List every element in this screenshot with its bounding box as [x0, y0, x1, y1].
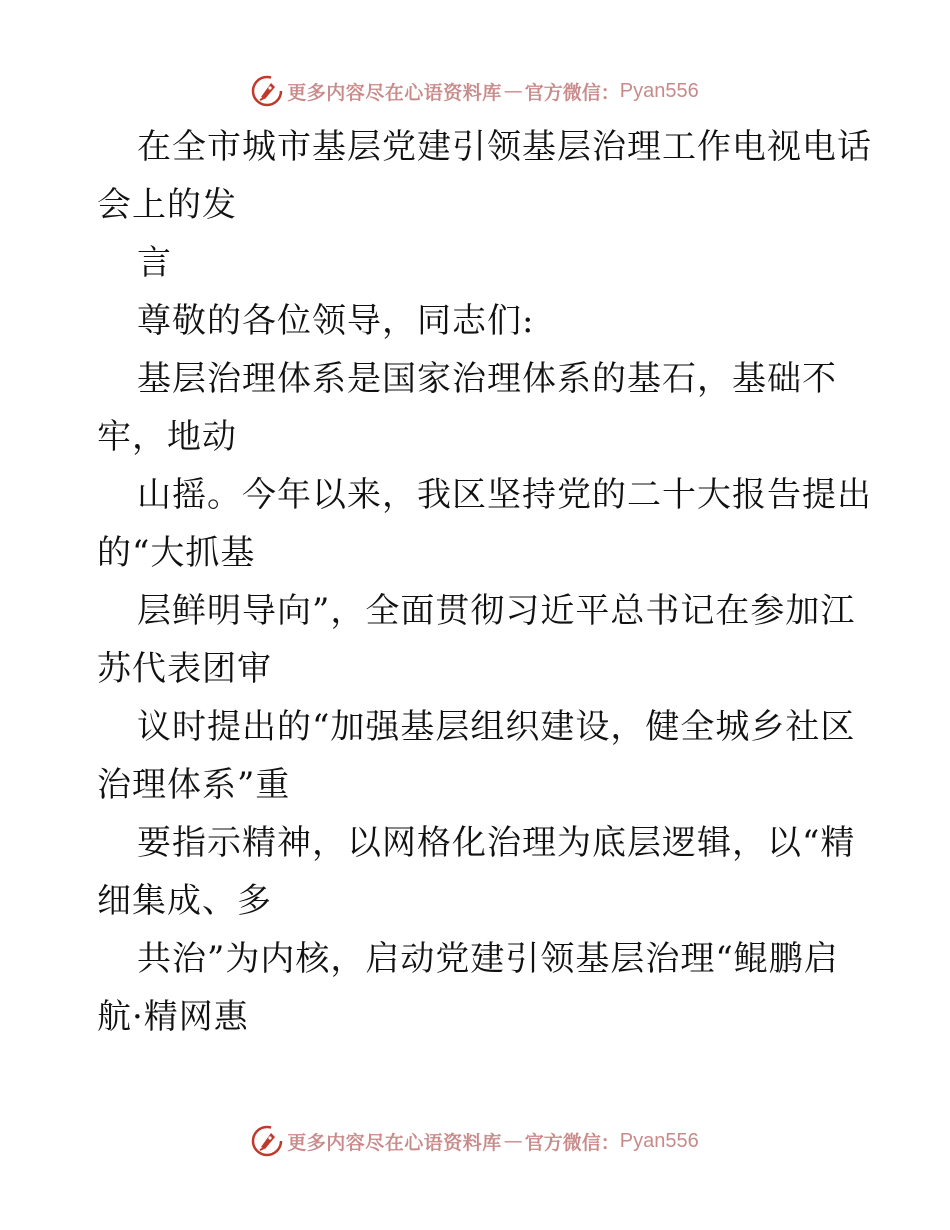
document-body	[97, 118, 872, 1046]
paragraph-line: 层鲜明导向”，全面贯彻习近平总书记在参加江	[137, 591, 856, 631]
title-line-1: 在全市城市基层党建引领基层治理工作电视电话	[137, 127, 872, 167]
paragraph-line: 山摇。今年以来，我区坚持党的二十大报告提出	[137, 475, 872, 515]
footer-banner	[0, 1121, 950, 1161]
paragraph-line: 要指示精神，以网格化治理为底层逻辑，以“精	[137, 823, 856, 863]
banner-text: 更多内容尽在心语资料库	[287, 81, 502, 104]
paragraph-line: 细集成、多	[97, 881, 272, 921]
pen-nib-logo-icon	[251, 1125, 283, 1157]
paragraph-line: 基层治理体系是国家治理体系的基石，基础不	[137, 359, 837, 399]
banner-wechat-label: 官方微信：	[524, 1131, 620, 1154]
paragraph-line: 苏代表团审	[97, 649, 272, 689]
title-line-2: 会上的发	[97, 185, 237, 225]
paragraph-line: 牢，地动	[97, 417, 237, 457]
pen-nib-logo-icon	[251, 75, 283, 107]
salutation: 尊敬的各位领导，同志们:	[137, 301, 535, 341]
paragraph-line: 共治”为内核，启动党建引领基层治理“鲲鹏启	[137, 939, 839, 979]
paragraph-line: 的“大抓基	[97, 533, 256, 573]
banner-wechat-id: Pyan556	[619, 79, 699, 102]
paragraph-line: 航·精网惠	[97, 997, 249, 1037]
banner-wechat-label: 官方微信：	[524, 81, 620, 104]
banner-separator: —	[503, 80, 523, 102]
banner-separator: —	[503, 1130, 523, 1152]
banner-text: 更多内容尽在心语资料库	[287, 1131, 502, 1154]
paragraph-line: 治理体系”重	[97, 765, 291, 805]
paragraph-line: 议时提出的“加强基层组织建设，健全城乡社区	[137, 707, 856, 747]
header-banner	[0, 71, 950, 111]
banner-wechat-id: Pyan556	[619, 1129, 699, 1152]
title-line-3: 言	[137, 243, 172, 283]
